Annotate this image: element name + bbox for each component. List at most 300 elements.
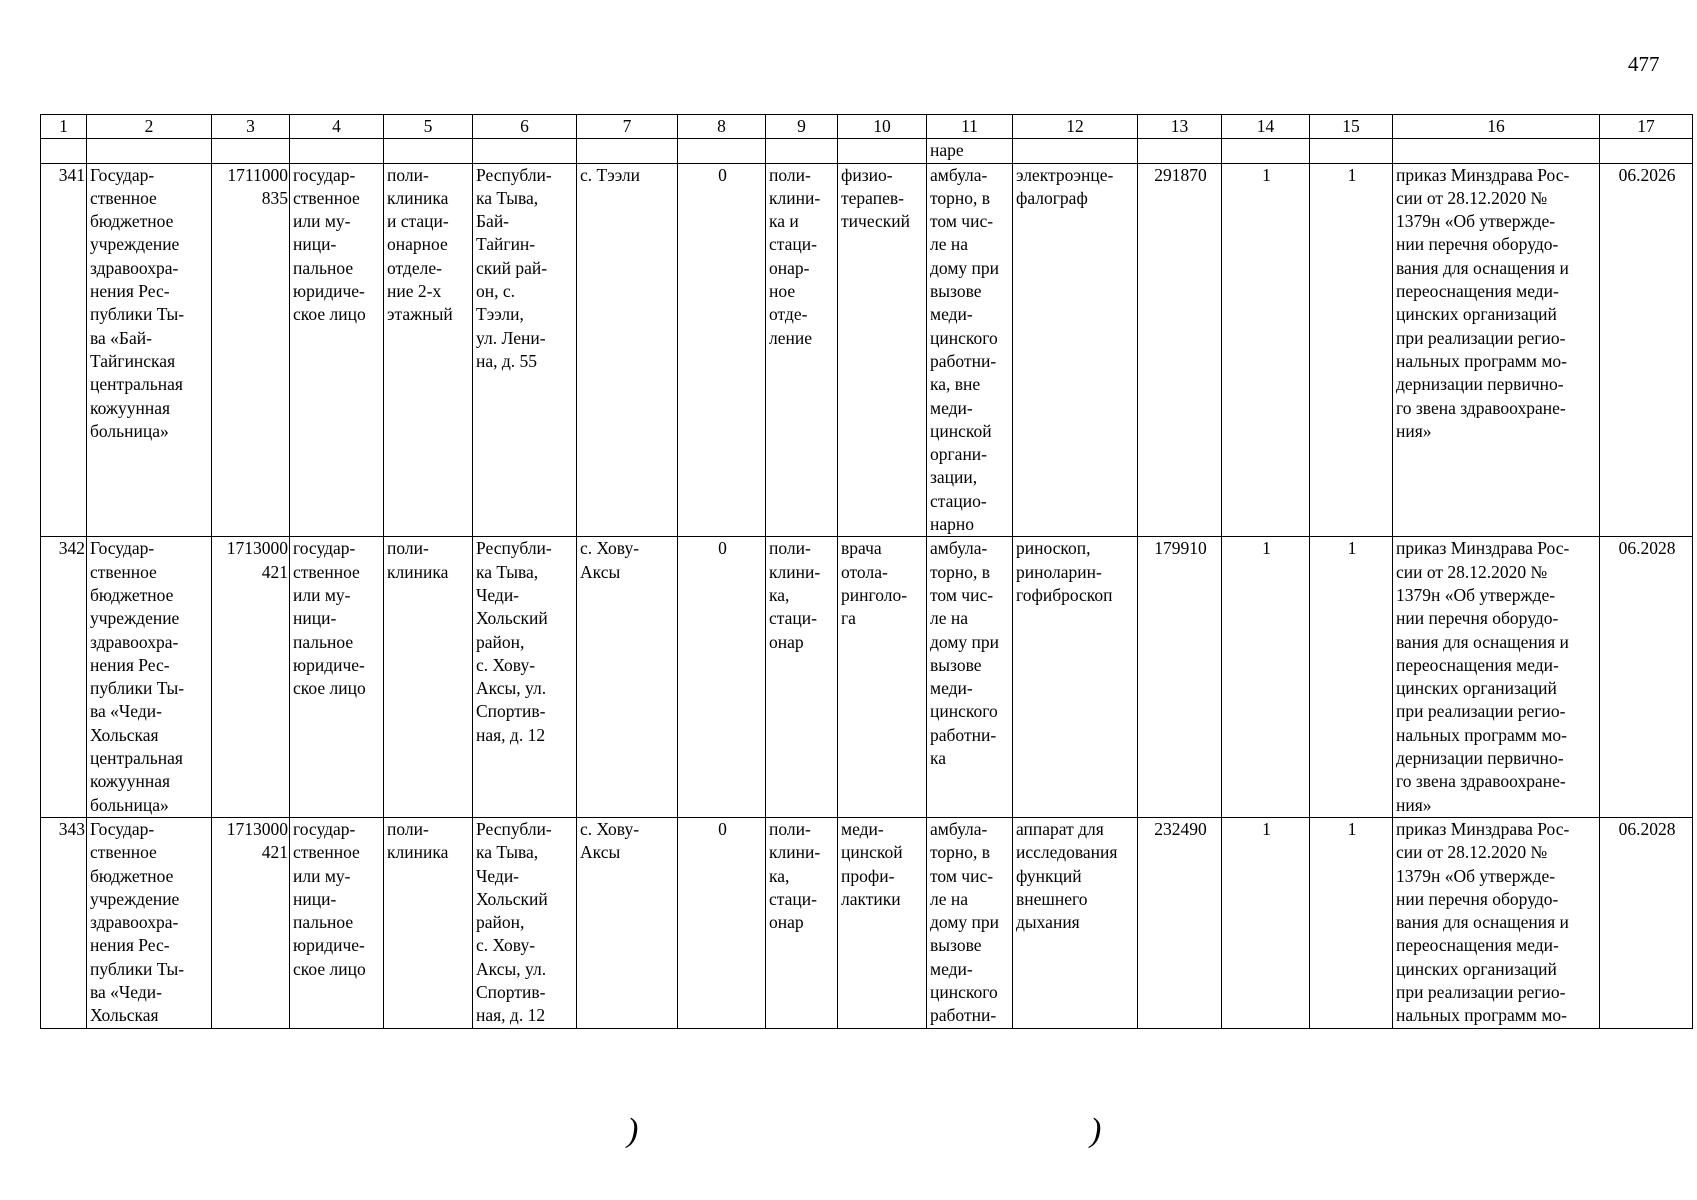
column-14-value: 1	[1222, 537, 1310, 818]
care-conditions-line: дому при	[930, 631, 1000, 652]
legal-basis-line: приказ Минздрава Рос-	[1396, 538, 1570, 559]
medical-profile-line: терапев-	[841, 187, 904, 208]
facility-type-line: онарное	[387, 234, 448, 255]
division-line: поли-	[769, 538, 811, 559]
column-8-value: 0	[678, 537, 766, 818]
facility-type-line: поли-	[387, 538, 429, 559]
care-conditions-line: меди-	[930, 397, 973, 418]
care-conditions-line: амбула-	[930, 538, 988, 559]
institution-code	[212, 163, 290, 537]
address-line: Тайгин-	[476, 234, 536, 255]
column-15-value: 1	[1310, 817, 1393, 1028]
legal-basis-line: ния»	[1396, 794, 1432, 815]
legal-basis-line: нальных программ мо-	[1396, 350, 1567, 371]
column-number: 15	[1310, 115, 1393, 139]
facility-type	[384, 163, 473, 537]
care-conditions-line: торно, в	[930, 561, 991, 582]
legal-basis-line: вания для оснащения и	[1396, 631, 1569, 652]
settlement-line: Аксы	[580, 842, 621, 863]
institution-code-line: 1713000	[226, 818, 288, 839]
care-conditions-line: цинского	[930, 981, 998, 1002]
division	[766, 817, 838, 1028]
institution-code-line: 1711000	[227, 164, 288, 185]
institution-name-line: Хольская	[90, 1005, 159, 1026]
medical-profile-line: отола-	[841, 561, 888, 582]
institution-name-line: Тайгинская	[90, 350, 176, 371]
care-conditions-line: ле на	[930, 234, 969, 255]
address-line: Спортив-	[476, 981, 546, 1002]
legal-basis-line: цинских организаций	[1396, 678, 1557, 699]
legal-basis-line: приказ Минздрава Рос-	[1396, 818, 1570, 839]
institution-name-line: здравоохра-	[90, 912, 179, 933]
division-line: онар	[769, 912, 804, 933]
institution-name-line: ва «Чеди-	[90, 701, 162, 722]
ownership-type	[290, 817, 384, 1028]
ownership-type-line: юридиче-	[293, 654, 365, 675]
column-number: 4	[290, 115, 384, 139]
ownership-type-line: пальное	[293, 631, 354, 652]
equipment-name-line: дыхания	[1016, 912, 1080, 933]
legal-basis-line: переоснащения меди-	[1396, 654, 1559, 675]
institution-name-line: центральная	[90, 374, 183, 395]
legal-basis-line: цинских организаций	[1396, 958, 1557, 979]
care-conditions-line: ка	[930, 748, 947, 769]
division-line: онар-	[769, 257, 810, 278]
equipment-name-line: фалограф	[1016, 187, 1088, 208]
address-line: Тээли,	[476, 304, 524, 325]
ownership-type-line: ници-	[293, 608, 337, 629]
care-conditions-line: том чис-	[930, 584, 994, 605]
facility-type-line: этажный	[387, 304, 453, 325]
medical-profile-line: лактики	[841, 888, 901, 909]
institution-name-line: публики Ты-	[90, 304, 185, 325]
institution-name-line: Государ-	[90, 538, 155, 559]
institution-name-line: ва «Чеди-	[90, 981, 162, 1002]
institution-name-line: Хольская	[90, 724, 159, 745]
legal-basis-line: при реализации регио-	[1396, 701, 1566, 722]
empty-cell	[290, 139, 384, 163]
legal-basis-line: го звена здравоохране-	[1396, 771, 1566, 792]
ownership-type-line: ское лицо	[293, 304, 366, 325]
address-line: Хольский	[476, 608, 548, 629]
care-conditions-line: ка, вне	[930, 374, 981, 395]
target-date: 06.2026	[1600, 163, 1693, 537]
address-line: ка Тыва,	[476, 187, 539, 208]
institution-name-line: ственное	[90, 842, 157, 863]
facility-type-line: клиника	[387, 561, 449, 582]
institution-name-line: Государ-	[90, 818, 155, 839]
column-number: 12	[1013, 115, 1138, 139]
legal-basis-line: сии от 28.12.2020 №	[1396, 187, 1548, 208]
equipment-name-line: риноларин-	[1016, 561, 1102, 582]
division-line: клини-	[769, 187, 821, 208]
legal-basis	[1393, 163, 1600, 537]
division-line: стаци-	[769, 888, 817, 909]
table-row	[41, 817, 1693, 1028]
facility-type-line: ние 2-х	[387, 281, 442, 302]
medical-profile-line: ринголо-	[841, 584, 908, 605]
ownership-type-line: ственное	[293, 842, 360, 863]
legal-basis-line: нии перечня оборудо-	[1396, 234, 1559, 255]
care-conditions-line: органи-	[930, 444, 988, 465]
division-line: стаци-	[769, 608, 817, 629]
legal-basis-line: нии перечня оборудо-	[1396, 888, 1559, 909]
division-line: ка,	[769, 584, 790, 605]
legal-basis-line: переоснащения меди-	[1396, 935, 1559, 956]
care-conditions-line: торно, в	[930, 187, 991, 208]
division-line: поли-	[769, 818, 811, 839]
column-number: 3	[212, 115, 290, 139]
care-conditions-line: стацио-	[930, 490, 987, 511]
institution-name-line: учреждение	[90, 608, 180, 629]
column-number: 11	[927, 115, 1013, 139]
column-14-value: 1	[1222, 163, 1310, 537]
address-line: Аксы, ул.	[476, 958, 547, 979]
institution-name-line: бюджетное	[90, 584, 174, 605]
empty-cell	[87, 139, 212, 163]
empty-cell	[1222, 139, 1310, 163]
division-line: онар	[769, 631, 804, 652]
medical-profile-line: меди-	[841, 818, 884, 839]
medical-profile-line: физио-	[841, 164, 893, 185]
institution-name-line: ственное	[90, 561, 157, 582]
institution-name-line: здравоохра-	[90, 257, 179, 278]
division-line: ка,	[769, 865, 790, 886]
division-line: клини-	[769, 842, 821, 863]
equipment-name-line: внешнего	[1016, 888, 1088, 909]
equipment-name-line: функций	[1016, 865, 1082, 886]
care-conditions-line: работни-	[930, 350, 997, 371]
division-line: поли-	[769, 164, 811, 185]
column-number: 16	[1393, 115, 1600, 139]
column-number: 5	[384, 115, 473, 139]
care-conditions-line: цинского	[930, 701, 998, 722]
empty-cell	[1138, 139, 1222, 163]
column-number: 6	[473, 115, 577, 139]
division	[766, 163, 838, 537]
legal-basis-line: сии от 28.12.2020 №	[1396, 842, 1548, 863]
column-8-value: 0	[678, 817, 766, 1028]
ownership-type-line: государ-	[293, 164, 356, 185]
care-conditions-line: работни-	[930, 724, 997, 745]
address	[473, 163, 577, 537]
care-conditions-line: дому при	[930, 257, 1000, 278]
legal-basis-line: сии от 28.12.2020 №	[1396, 561, 1548, 582]
column-8-value: 0	[678, 163, 766, 537]
facility-type-line: отделе-	[387, 257, 442, 278]
equipment-name-line: гофиброскоп	[1016, 584, 1113, 605]
care-conditions-line: работни-	[930, 1005, 997, 1026]
ownership-type-line: или му-	[293, 584, 351, 605]
address-line: Спортив-	[476, 701, 546, 722]
address-line: он, с.	[476, 281, 516, 302]
ownership-type-line: юридиче-	[293, 935, 365, 956]
legal-basis-line: го звена здравоохране-	[1396, 397, 1566, 418]
ownership-type	[290, 163, 384, 537]
page-number: 477	[1628, 52, 1660, 76]
column-15-value: 1	[1310, 163, 1393, 537]
institution-name-line: нения Рес-	[90, 281, 170, 302]
row-number: 343	[41, 817, 87, 1028]
settlement-line: Аксы	[580, 561, 621, 582]
address-line: ная, д. 12	[476, 1005, 546, 1026]
address-line: ский рай-	[476, 257, 548, 278]
legal-basis-line: переоснащения меди-	[1396, 281, 1559, 302]
medical-profile-line: профи-	[841, 865, 895, 886]
empty-cell	[1393, 139, 1600, 163]
address-line: ная, д. 12	[476, 724, 546, 745]
equipment-name-line: электроэнце-	[1016, 164, 1114, 185]
care-conditions	[927, 817, 1013, 1028]
institution-name	[87, 537, 212, 818]
institution-name-line: публики Ты-	[90, 678, 185, 699]
address-line: с. Хову-	[476, 935, 536, 956]
target-date: 06.2028	[1600, 537, 1693, 818]
legal-basis-line: 1379н «Об утвержде-	[1396, 211, 1556, 232]
facility-type-line: поли-	[387, 164, 429, 185]
legal-basis-line: приказ Минздрава Рос-	[1396, 164, 1570, 185]
care-conditions-line: нарно	[930, 514, 974, 535]
address-line: ка Тыва,	[476, 842, 539, 863]
institution-name-line: нения Рес-	[90, 654, 170, 675]
address-line: Республи-	[476, 818, 552, 839]
ownership-type-line: ское лицо	[293, 678, 366, 699]
care-conditions-line: цинского	[930, 327, 998, 348]
care-conditions-line: вызове	[930, 935, 982, 956]
division-line: клини-	[769, 561, 821, 582]
institution-name-line: Государ-	[90, 164, 155, 185]
legal-basis	[1393, 537, 1600, 818]
legal-basis-line: дернизации первично-	[1396, 748, 1564, 769]
continuation-row	[41, 139, 1693, 163]
division-line: стаци-	[769, 234, 817, 255]
column-number: 1	[41, 115, 87, 139]
care-conditions-line: вызове	[930, 654, 982, 675]
care-conditions-line: амбула-	[930, 164, 988, 185]
address-line: Чеди-	[476, 865, 520, 886]
facility-type-line: поли-	[387, 818, 429, 839]
institution-name	[87, 817, 212, 1028]
institution-name-line: публики Ты-	[90, 958, 185, 979]
column-number: 13	[1138, 115, 1222, 139]
legal-basis-line: цинских организаций	[1396, 304, 1557, 325]
column-number: 10	[838, 115, 927, 139]
bottom-mark: )	[1090, 1112, 1102, 1149]
medical-profile-line: врача	[841, 538, 882, 559]
address-line: Республи-	[476, 164, 552, 185]
care-conditions-line: дому при	[930, 912, 1000, 933]
institution-name-line: бюджетное	[90, 211, 174, 232]
ownership-type-line: государ-	[293, 538, 356, 559]
column-15-value: 1	[1310, 537, 1393, 818]
institution-code-line: 835	[261, 187, 288, 208]
row-number: 342	[41, 537, 87, 818]
column-number-row	[41, 115, 1693, 139]
division-line: ление	[769, 327, 812, 348]
ownership-type-line: юридиче-	[293, 281, 365, 302]
legal-basis-line: 1379н «Об утвержде-	[1396, 584, 1556, 605]
care-conditions	[927, 163, 1013, 537]
ownership-type-line: пальное	[293, 912, 354, 933]
care-conditions-line: торно, в	[930, 842, 991, 863]
address-line: район,	[476, 631, 525, 652]
column-13-value: 179910	[1138, 537, 1222, 818]
equipment-name	[1013, 817, 1138, 1028]
ownership-type-line: ственное	[293, 561, 360, 582]
institution-name-line: ва «Бай-	[90, 327, 152, 348]
empty-cell	[766, 139, 838, 163]
address-line: Бай-	[476, 211, 510, 232]
equipment-name-line: аппарат для	[1016, 818, 1104, 839]
institution-name-line: бюджетное	[90, 865, 174, 886]
institution-name-line: здравоохра-	[90, 631, 179, 652]
address-line: Аксы, ул.	[476, 678, 547, 699]
institution-name-line: кожуунная	[90, 771, 171, 792]
ownership-type-line: или му-	[293, 865, 351, 886]
care-conditions-line: том чис-	[930, 211, 994, 232]
legal-basis-line: вания для оснащения и	[1396, 912, 1569, 933]
division	[766, 537, 838, 818]
settlement	[577, 163, 678, 537]
ownership-type-line: государ-	[293, 818, 356, 839]
address-line: район,	[476, 912, 525, 933]
care-conditions	[927, 537, 1013, 818]
address-line: Хольский	[476, 888, 548, 909]
address	[473, 537, 577, 818]
medical-profile-line: цинской	[841, 842, 903, 863]
institution-name-line: центральная	[90, 748, 183, 769]
column-number: 9	[766, 115, 838, 139]
ownership-type-line: ское лицо	[293, 958, 366, 979]
medical-profile	[838, 817, 927, 1028]
care-conditions-line: меди-	[930, 958, 973, 979]
address-line: ка Тыва,	[476, 561, 539, 582]
equipment-name	[1013, 163, 1138, 537]
empty-cell	[41, 139, 87, 163]
ownership-type-line: ственное	[293, 187, 360, 208]
equipment-name	[1013, 537, 1138, 818]
legal-basis-line: нальных программ мо-	[1396, 1005, 1567, 1026]
institution-name-line: больница»	[90, 420, 169, 441]
column-13-value: 232490	[1138, 817, 1222, 1028]
institution-code	[212, 817, 290, 1028]
care-conditions-line: зации,	[930, 467, 978, 488]
empty-cell	[678, 139, 766, 163]
care-conditions-line: цинской	[930, 420, 992, 441]
legal-basis-line: дернизации первично-	[1396, 374, 1564, 395]
column-number: 14	[1222, 115, 1310, 139]
ownership-type-line: ници-	[293, 234, 337, 255]
column-14-value: 1	[1222, 817, 1310, 1028]
institution-code-line: 421	[261, 561, 288, 582]
institution-name-line: больница»	[90, 794, 169, 815]
facility-type-line: и стаци-	[387, 211, 449, 232]
legal-basis-line: нальных программ мо-	[1396, 724, 1567, 745]
settlement-line: с. Хову-	[580, 818, 640, 839]
medical-profile-line: тический	[841, 211, 911, 232]
care-conditions-line: ле на	[930, 888, 969, 909]
ownership-type-line: ници-	[293, 888, 337, 909]
empty-cell	[384, 139, 473, 163]
facility-type	[384, 817, 473, 1028]
target-date: 06.2028	[1600, 817, 1693, 1028]
settlement-line: с. Хову-	[580, 538, 640, 559]
address-line: на, д. 55	[476, 350, 538, 371]
ownership-type-line: или му-	[293, 211, 351, 232]
address-line: ул. Лени-	[476, 327, 546, 348]
facility-type-line: клиника	[387, 842, 449, 863]
settlement	[577, 817, 678, 1028]
row-number: 341	[41, 163, 87, 537]
legal-basis-line: ния»	[1396, 420, 1432, 441]
care-conditions-line: амбула-	[930, 818, 988, 839]
ownership-type-line: пальное	[293, 257, 354, 278]
table-row	[41, 537, 1693, 818]
care-conditions-line: вызове	[930, 281, 982, 302]
institution-code-line: 421	[261, 842, 288, 863]
bottom-mark: )	[627, 1112, 639, 1149]
institution-name	[87, 163, 212, 537]
institution-code	[212, 537, 290, 818]
legal-basis	[1393, 817, 1600, 1028]
address-line: Республи-	[476, 538, 552, 559]
address-line: с. Хову-	[476, 654, 536, 675]
medical-profile	[838, 163, 927, 537]
equipment-name-line: риноскоп,	[1016, 538, 1091, 559]
equipment-name-line: исследования	[1016, 842, 1118, 863]
facility-type	[384, 537, 473, 818]
column-number: 7	[577, 115, 678, 139]
division-line: ное	[769, 281, 796, 302]
legal-basis-line: при реализации регио-	[1396, 327, 1566, 348]
facility-type-line: клиника	[387, 187, 449, 208]
legal-basis-line: вания для оснащения и	[1396, 257, 1569, 278]
institution-name-line: кожуунная	[90, 397, 171, 418]
settlement	[577, 537, 678, 818]
legal-basis-line: при реализации регио-	[1396, 981, 1566, 1002]
ownership-type	[290, 537, 384, 818]
settlement-line: с. Тээли	[580, 164, 641, 185]
care-conditions-line: том чис-	[930, 865, 994, 886]
care-conditions-line: ле на	[930, 608, 969, 629]
empty-cell	[1013, 139, 1138, 163]
legal-basis-line: 1379н «Об утвержде-	[1396, 865, 1556, 886]
institution-name-line: ственное	[90, 187, 157, 208]
empty-cell	[212, 139, 290, 163]
care-conditions-line: меди-	[930, 678, 973, 699]
empty-cell	[838, 139, 927, 163]
division-line: ка и	[769, 211, 799, 232]
address-line: Чеди-	[476, 584, 520, 605]
empty-cell	[577, 139, 678, 163]
empty-cell	[1600, 139, 1693, 163]
institution-name-line: нения Рес-	[90, 935, 170, 956]
medical-profile-line: га	[841, 608, 856, 629]
care-conditions-line: меди-	[930, 304, 973, 325]
medical-profile	[838, 537, 927, 818]
continuation-text: наре	[927, 139, 1013, 163]
column-13-value: 291870	[1138, 163, 1222, 537]
empty-cell	[473, 139, 577, 163]
table-row	[41, 163, 1693, 537]
division-line: отде-	[769, 304, 808, 325]
legal-basis-line: нии перечня оборудо-	[1396, 608, 1559, 629]
institution-name-line: учреждение	[90, 234, 180, 255]
column-number: 8	[678, 115, 766, 139]
institution-name-line: учреждение	[90, 888, 180, 909]
column-number: 17	[1600, 115, 1693, 139]
institution-code-line: 1713000	[226, 538, 288, 559]
